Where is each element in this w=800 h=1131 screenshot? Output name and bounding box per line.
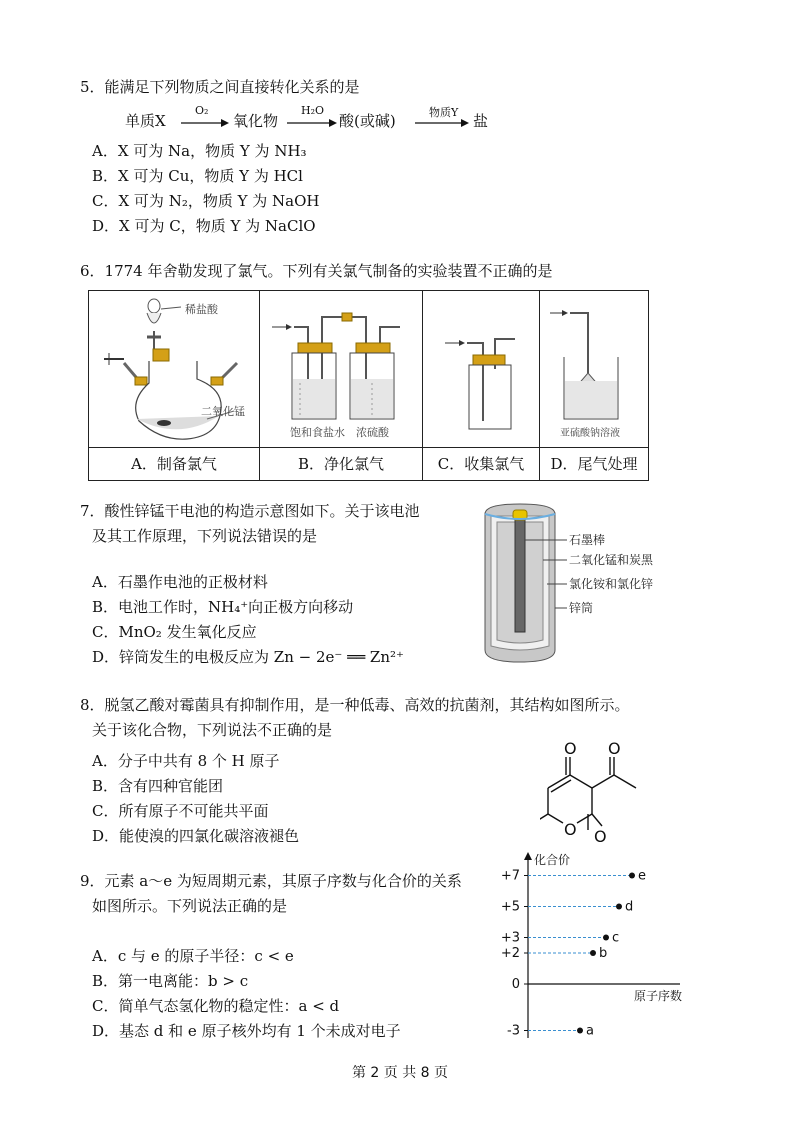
q5-arrow-2 (287, 118, 337, 128)
q7-label-graphite: 石墨棒 (569, 533, 606, 547)
q5-flow-a3: 物质Y (429, 106, 459, 119)
chart-point-a (577, 1028, 583, 1034)
q6-figure-c (423, 291, 539, 443)
q6-cell-b (260, 291, 423, 448)
q6-label-hcl: 稀盐酸 (185, 303, 218, 316)
q6-caption-b: B．净化氯气 (260, 448, 423, 481)
q5-arrow-1 (181, 118, 229, 128)
q9-stem-line2: 如图所示。下列说法正确的是 (92, 897, 288, 915)
chart-point-e (629, 873, 635, 879)
q7-option-b: B．电池工作时，NH₄⁺向正极方向移动 (92, 598, 354, 616)
q8-option-c: C．所有原子不可能共平面 (92, 802, 269, 820)
q7-label-mno2: 二氧化锰和炭黑 (569, 553, 654, 567)
q5-option-d: D．X 可为 C，物质 Y 为 NaClO (92, 217, 316, 235)
chart-point-b (590, 950, 596, 956)
q7-label-nh4cl: 氯化铵和氯化锌 (569, 577, 654, 591)
q8-option-b: B．含有四种官能团 (92, 777, 224, 795)
q5-stem: 5．能满足下列物质之间直接转化关系的是 (80, 78, 360, 96)
q5-option-c: C．X 可为 N₂，物质 Y 为 NaOH (92, 192, 320, 210)
q5-flow-s4: 盐 (473, 112, 489, 130)
chart-xlabel: 原子序数 (634, 989, 683, 1003)
q5-arrow-3 (415, 118, 469, 128)
q6-caption-d: D．尾气处理 (540, 448, 649, 481)
q6-cell-a (89, 291, 260, 448)
q7-stem-line2: 及其工作原理，下列说法错误的是 (92, 527, 318, 545)
q6-figure-d (540, 291, 648, 443)
chart-ytick-label: +5 (500, 899, 520, 915)
chart-point-label-a: a (586, 1023, 594, 1039)
chart-ytick-label: 0 (511, 977, 520, 992)
q5-flow-a2: H₂O (301, 104, 325, 117)
chart-point-label-b: b (599, 946, 608, 961)
q6-label-h2so4: 浓硫酸 (356, 426, 389, 439)
chart-ytick-label: +3 (500, 930, 520, 946)
q9-option-c: C．简单气态氢化物的稳定性：a < d (92, 997, 340, 1015)
q9-valence-chart (500, 850, 700, 1045)
q8-structure-figure (540, 730, 700, 850)
q8-option-d: D．能使溴的四氯化碳溶液褪色 (92, 827, 300, 845)
q9-option-b: B．第一电离能：b > c (92, 972, 249, 990)
q7-option-c: C．MnO₂ 发生氧化反应 (92, 623, 257, 641)
chart-point-label-c: c (612, 930, 620, 946)
q7-battery-figure (475, 500, 695, 670)
q7-option-d: D．锌筒发生的电极反应为 Zn − 2e⁻ ══ Zn²⁺ (92, 648, 404, 666)
q6-caption-a: A．制备氯气 (89, 448, 260, 481)
chart-ytick-label: +2 (500, 946, 520, 961)
page-footer: 第 2 页 共 8 页 (351, 1065, 449, 1081)
q8-atom-o-top-left: O (564, 739, 577, 758)
q8-atom-o-carbonyl: O (594, 827, 607, 846)
q9-stem-line1: 9．元素 a～e 为短周期元素，其原子序数与化合价的关系 (80, 872, 462, 890)
q5-option-b: B．X 可为 Cu，物质 Y 为 HCl (92, 167, 303, 185)
q9-option-a: A．c 与 e 的原子半径：c < e (92, 947, 294, 965)
q6-caption-c: C．收集氯气 (423, 448, 540, 481)
q5-flow-s1: 单质X (125, 112, 166, 130)
q6-cell-c (423, 291, 540, 448)
q8-atom-o-top-right: O (608, 739, 621, 758)
q7-label-zinc: 锌筒 (569, 601, 594, 615)
q5-flow (125, 104, 505, 134)
q8-option-a: A．分子中共有 8 个 H 原子 (92, 752, 280, 770)
q7-stem-line1: 7．酸性锌锰干电池的构造示意图如下。关于该电池 (80, 502, 420, 520)
q9-option-d: D．基态 d 和 e 原子核外均有 1 个未成对电子 (92, 1022, 401, 1040)
chart-point-c (603, 935, 609, 941)
q6-label-brine: 饱和食盐水 (290, 426, 345, 439)
chart-point-d (616, 904, 622, 910)
chart-y-axis-arrow (524, 852, 532, 860)
q7-option-a: A．石墨作电池的正极材料 (92, 573, 268, 591)
q6-stem: 6．1774 年舍勒发现了氯气。下列有关氯气制备的实验装置不正确的是 (80, 262, 553, 280)
q8-atom-o-ring: O (564, 820, 577, 839)
chart-point-label-e: e (638, 868, 646, 884)
q5-flow-s3: 酸(或碱) (339, 112, 396, 130)
q6-figure-a (89, 291, 259, 443)
q6-label-mno2: 二氧化锰 (201, 405, 245, 418)
q8-stem-line1: 8．脱氢乙酸对霉菌具有抑制作用，是一种低毒、高效的抗菌剂，其结构如图所示。 (80, 696, 630, 714)
q6-cell-d (540, 291, 649, 448)
chart-point-label-d: d (625, 899, 634, 915)
chart-ytick-label: +7 (500, 868, 520, 884)
q5-flow-s2: 氧化物 (233, 112, 279, 130)
chart-ytick-label: -3 (507, 1023, 520, 1039)
q8-stem-line2: 关于该化合物，下列说法不正确的是 (92, 721, 333, 739)
q5-flow-a1: O₂ (195, 104, 209, 117)
q5-option-a: A．X 可为 Na，物质 Y 为 NH₃ (92, 142, 307, 160)
q6-label-na2so3: 亚硫酸钠溶液 (560, 428, 620, 439)
chart-ylabel: 化合价 (534, 853, 571, 867)
q6-apparatus-table (88, 290, 649, 481)
q6-figure-b (260, 291, 422, 443)
